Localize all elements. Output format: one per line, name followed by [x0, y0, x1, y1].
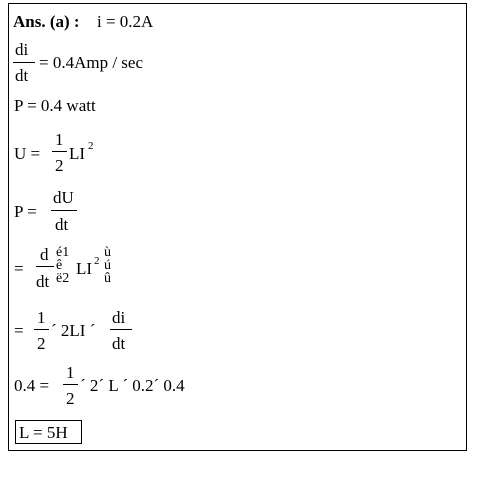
bracket-bottom-left: ë2 — [56, 271, 70, 286]
half-numerator: 1 — [55, 130, 64, 149]
half-numerator: 1 — [66, 363, 75, 382]
power-equation: P = 0.4 watt — [14, 96, 96, 115]
dt-denominator: dt — [112, 334, 126, 353]
fraction-bar — [34, 329, 49, 330]
fraction-bar — [13, 62, 35, 63]
bracket-top-left: é1 — [56, 245, 70, 260]
fraction-bar — [110, 329, 132, 330]
energy-rhs: LI — [69, 144, 86, 163]
power-lhs: P = — [14, 202, 37, 221]
di-numerator: di — [112, 308, 126, 327]
equals-sign: = — [14, 259, 24, 278]
dt-denominator: dt — [55, 215, 69, 234]
fraction-bar — [51, 210, 77, 211]
answer-label: Ans. (a) : — [13, 12, 80, 31]
dt-denominator: dt — [36, 272, 50, 291]
equals-sign: = — [14, 321, 24, 340]
answer-box — [8, 3, 467, 451]
exponent: 2 — [94, 255, 100, 267]
du-numerator: dU — [53, 188, 74, 207]
product-term: ´ 2LI ´ — [51, 321, 96, 340]
fraction-bar — [36, 266, 54, 267]
half-denominator: 2 — [66, 389, 75, 408]
current-equation: i = 0.2A — [97, 12, 154, 31]
equation-rhs: ´ 2´ L ´ 0.2´ 0.4 — [80, 376, 185, 395]
energy-lhs: U = — [14, 144, 41, 163]
final-answer-box — [15, 420, 82, 444]
d-numerator: d — [40, 245, 49, 264]
dt-denominator: dt — [15, 66, 29, 85]
bracket-top-right: ù — [104, 245, 111, 260]
half-numerator: 1 — [37, 308, 46, 327]
bracket-mid-right: ú — [104, 258, 111, 273]
fraction-bar — [52, 151, 67, 152]
fraction-bar — [63, 384, 78, 385]
li-term: LI — [76, 259, 93, 278]
rate-value: = 0.4Amp / sec — [39, 53, 144, 72]
di-numerator: di — [15, 40, 29, 59]
bracket-bottom-right: û — [104, 271, 111, 286]
half-denominator: 2 — [37, 334, 46, 353]
final-answer: L = 5H — [19, 423, 68, 442]
bracket-mid-left: ê — [56, 258, 63, 273]
half-denominator: 2 — [55, 156, 64, 175]
equation-lhs: 0.4 = — [14, 376, 50, 395]
exponent: 2 — [88, 140, 94, 152]
